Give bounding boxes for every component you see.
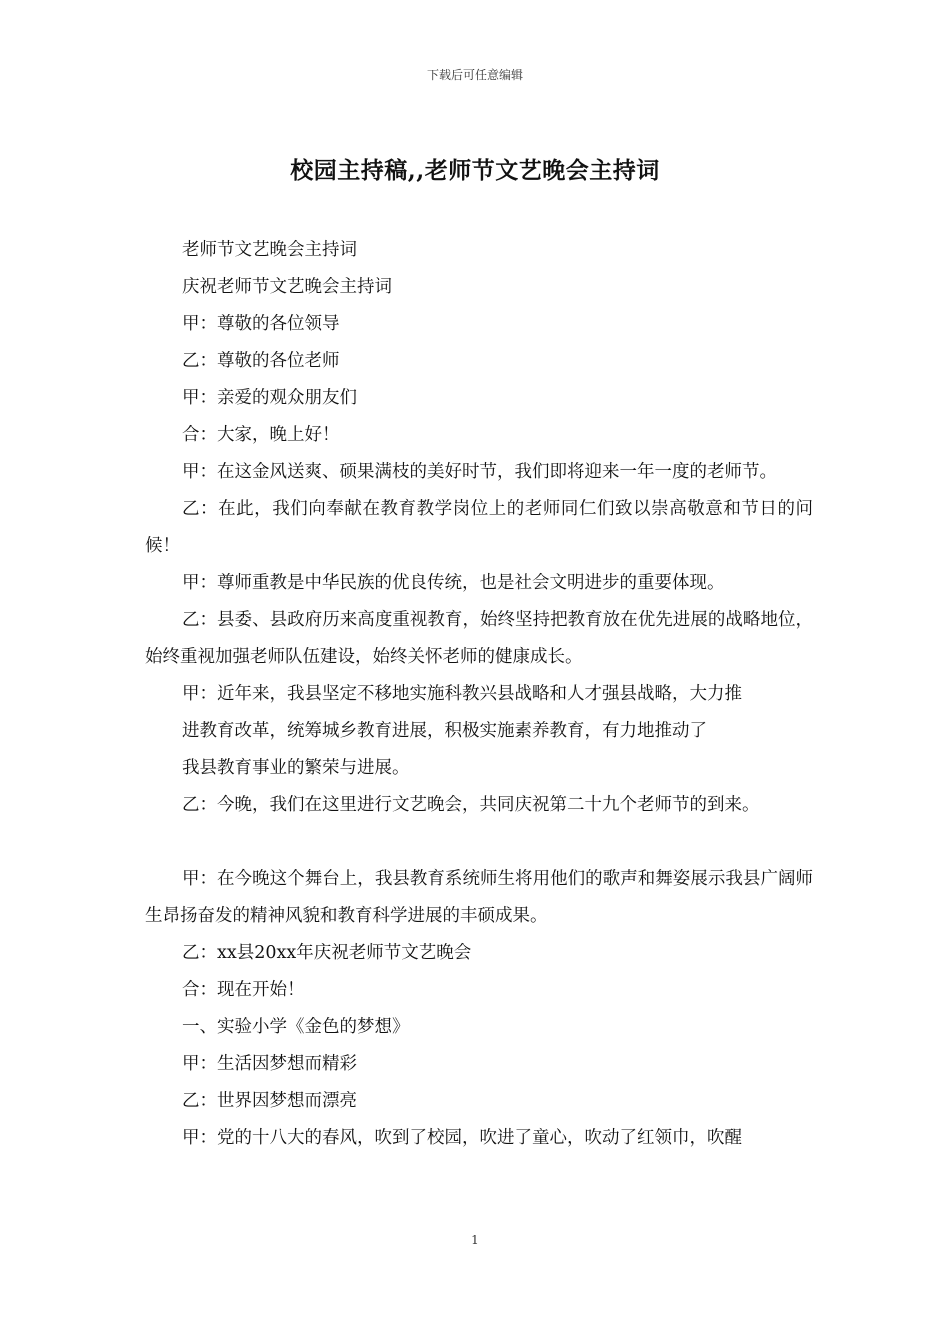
paragraph: 老师节文艺晚会主持词 bbox=[182, 240, 357, 260]
paragraph: 乙：县委、县政府历来高度重视教育，始终坚持把教育放在优先进展的战略地位，始终重视加强老师队伍建设，始终关怀老师的健康成长。 bbox=[145, 610, 813, 667]
paragraph: 乙：今晚，我们在这里进行文艺晚会，共同庆祝第二十九个老师节的到来。 bbox=[182, 795, 760, 815]
paragraph: 一、实验小学《金色的梦想》 bbox=[182, 1017, 410, 1037]
paragraph: 甲：尊师重教是中华民族的优良传统，也是社会文明进步的重要体现。 bbox=[182, 573, 725, 593]
paragraph: 我县教育事业的繁荣与进展。 bbox=[182, 758, 410, 778]
header-note: 下载后可任意编辑 bbox=[426, 68, 523, 82]
document-title: 校园主持稿,,老师节文艺晚会主持词 bbox=[290, 157, 660, 184]
paragraph: 合：现在开始！ bbox=[182, 980, 305, 1000]
page-number: 1 bbox=[471, 1233, 479, 1247]
paragraph: 进教育改革，统筹城乡教育进展，积极实施素养教育，有力地推动了 bbox=[182, 721, 707, 741]
paragraph: 甲：在这金风送爽、硕果满枝的美好时节，我们即将迎来一年一度的老师节。 bbox=[182, 462, 777, 482]
paragraph: 甲：亲爱的观众朋友们 bbox=[182, 388, 357, 408]
paragraph: 甲：近年来，我县坚定不移地实施科教兴县战略和人才强县战略，大力推 bbox=[182, 684, 742, 704]
paragraph: 甲：党的十八大的春风，吹到了校园，吹进了童心，吹动了红领巾，吹醒 bbox=[182, 1128, 742, 1148]
paragraph: 乙：尊敬的各位老师 bbox=[182, 351, 340, 371]
document-body bbox=[145, 232, 813, 1157]
paragraph: 乙：xx县20xx年庆祝老师节文艺晚会 bbox=[182, 943, 472, 963]
paragraph: 乙：世界因梦想而漂亮 bbox=[182, 1091, 357, 1111]
paragraph: 乙：在此，我们向奉献在教育教学岗位上的老师同仁们致以崇高敬意和节日的问候！ bbox=[145, 499, 813, 556]
paragraph: 甲：尊敬的各位领导 bbox=[182, 314, 340, 334]
paragraph: 合：大家，晚上好！ bbox=[182, 425, 340, 445]
paragraph: 庆祝老师节文艺晚会主持词 bbox=[182, 277, 392, 297]
paragraph: 甲：生活因梦想而精彩 bbox=[182, 1054, 357, 1074]
paragraph: 甲：在今晚这个舞台上，我县教育系统师生将用他们的歌声和舞姿展示我县广阔师生昂扬奋发的精神风貌和教育科学进展的丰硕成果。 bbox=[145, 869, 813, 926]
